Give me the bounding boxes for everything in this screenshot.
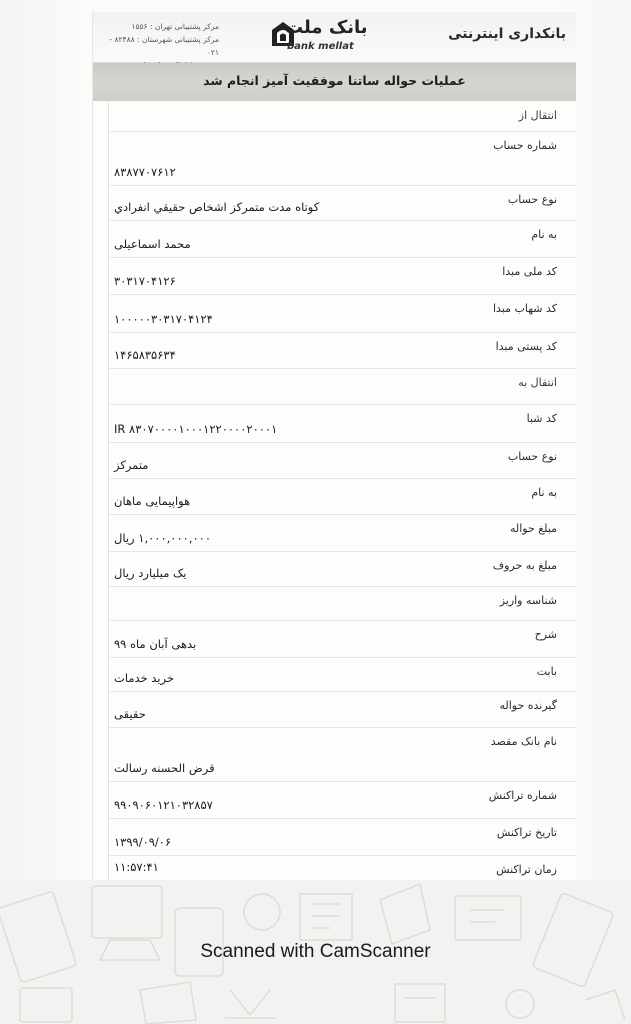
row-label: گیرنده حواله [499, 699, 557, 712]
row-value: قرض الحسنه رسالت [114, 761, 215, 775]
row-value: بدهی آبان ماه ۹۹ [114, 637, 197, 651]
support-tehran: مرکز پشتیبانی تهران : ۱۵۵۶ [131, 22, 219, 31]
section-row [109, 101, 577, 132]
support-city: مرکز پشتیبانی شهرستان : ۸۲۴۸۸ - ۰۲۱ [109, 35, 219, 57]
receipt-paper [93, 12, 576, 880]
detail-row [109, 131, 577, 186]
row-value: حقیقی [114, 707, 146, 721]
detail-row [109, 220, 577, 258]
row-label: نوع حساب [507, 193, 557, 206]
detail-row [109, 332, 577, 369]
row-label: به نام [531, 486, 557, 499]
success-banner [93, 63, 576, 101]
detail-row [109, 620, 577, 658]
row-value: ۳۰۳۱۷۰۴۱۲۶ [114, 274, 176, 288]
detail-row [109, 514, 577, 552]
row-value: ۱۴۶۵۸۳۵۶۳۴ [114, 348, 176, 362]
detail-row [109, 442, 577, 479]
logo-persian-text: بانک ملت [285, 17, 368, 38]
row-value: هواپیمایی ماهان [114, 494, 191, 508]
row-value: کوتاه مدت متمرکز اشخاص حقیقي انفرادي [114, 200, 320, 214]
row-label: تاریخ تراکنش [496, 826, 557, 839]
row-value: ۱۱:۵۷:۴۱ [114, 860, 159, 874]
row-label: به نام [531, 228, 557, 241]
detail-row [109, 657, 577, 692]
details-table [108, 101, 577, 880]
row-label: انتقال از [518, 109, 557, 122]
bank-logo [273, 17, 393, 59]
detail-row [109, 185, 577, 221]
camscanner-watermark: Scanned with CamScanner [200, 941, 431, 962]
row-label: کد شهاب مبدا [492, 302, 557, 315]
row-value: یک میلیارد ریال [114, 566, 187, 580]
detail-row [109, 586, 577, 621]
row-label: نوع حساب [507, 450, 557, 463]
row-label: کد شبا [526, 412, 557, 425]
detail-row [109, 855, 577, 881]
detail-row [109, 404, 577, 443]
detail-row [109, 727, 577, 782]
detail-row [109, 478, 577, 515]
detail-row [109, 294, 577, 333]
row-label: مبلغ به حروف [492, 559, 557, 572]
success-message: عملیات حواله ساتنا موفقیت آمیز انجام شد [203, 73, 466, 88]
row-value: IR ۸۳۰۷۰۰۰۰۱۰۰۰۱۲۲۰۰۰۰۲۰۰۰۱ [114, 422, 278, 436]
row-value: متمرکز [114, 458, 149, 472]
row-label: انتقال به [518, 376, 557, 389]
detail-row [109, 257, 577, 295]
detail-row [109, 551, 577, 587]
row-label: کد پستی مبدا [495, 340, 557, 353]
row-value: خرید خدمات [114, 671, 174, 685]
row-label: شرح [534, 628, 557, 641]
detail-row [109, 781, 577, 819]
detail-row [109, 691, 577, 728]
row-label: بابت [536, 665, 557, 678]
row-value: ۱۰۰۰۰۰۳۰۳۱۷۰۴۱۲۴ [114, 312, 213, 326]
row-value: ۱۳۹۹/۰۹/۰۶ [114, 835, 172, 849]
detail-row [109, 818, 577, 856]
row-label: شماره حساب [493, 139, 557, 152]
scanner-footer [0, 880, 631, 1024]
row-label: زمان تراکنش [496, 863, 557, 876]
row-label: نام بانک مقصد [490, 735, 557, 748]
row-value: ۹۹۰۹۰۶۰۱۲۱۰۳۲۸۵۷ [114, 798, 213, 812]
section-row [109, 368, 577, 405]
logo-english-text: bank mellat [287, 41, 354, 52]
row-value: محمد اسماعیلی [114, 237, 191, 251]
row-label: شناسه واریز [499, 594, 557, 607]
header-title: بانکداری اینترنتی [448, 26, 566, 42]
row-value: ۱,۰۰۰,۰۰۰,۰۰۰ ریال [114, 531, 212, 545]
row-label: کد ملی مبدا [502, 265, 557, 278]
row-value: ۸۳۸۷۷۰۷۶۱۲ [114, 165, 176, 179]
row-label: مبلغ حواله [510, 522, 557, 535]
receipt-header [93, 12, 576, 63]
row-label: شماره تراکنش [488, 789, 557, 802]
